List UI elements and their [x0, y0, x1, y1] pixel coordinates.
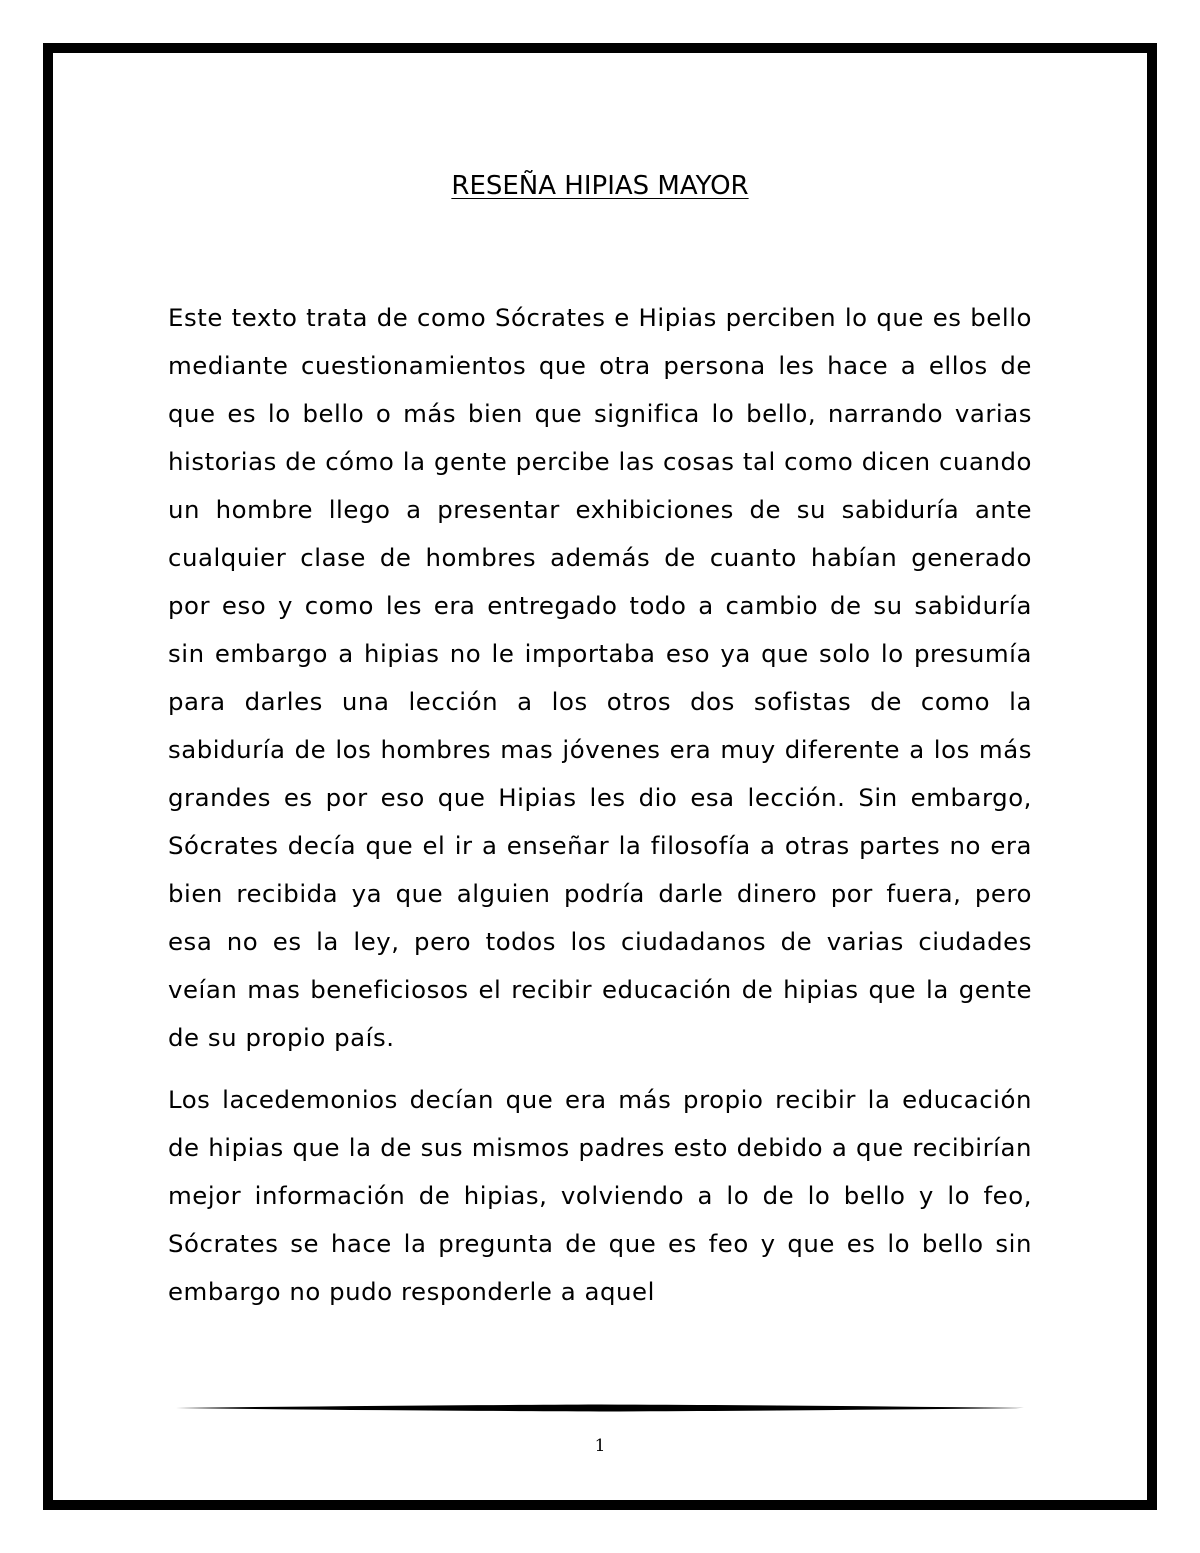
document-title: RESEÑA HIPIAS MAYOR [451, 171, 749, 201]
page-number: 1 [594, 1436, 606, 1456]
paragraph-1: Este texto trata de como Sócrates e Hipias perciben lo que es bello mediante cuestionamientos que otra persona les hace a ellos de que es lo bello o más bien que significa lo bello, narrando varias historias de cómo la gente percibe las cosas tal como dicen cuando un hombre llego a presentar exhibiciones de su sabiduría ante cualquier clase de hombres además de cuanto habían generado por eso y como les era entregado todo a cambio de su sabiduría sin embargo a hipias no le importaba eso ya que solo lo presumía para darles una lección a los otros dos sofistas de como la sabiduría de los hombres mas jóvenes era muy diferente a los más grandes es por eso que Hipias les dio esa lección. Sin embargo, Sócrates decía que el ir a enseñar la filosofía a otras partes no era bien recibida ya que alguien podría darle dinero por fuera, pero esa no es la ley, pero todos los ciudadanos de varias ciudades veían mas beneficiosos el recibir educación de hipias que la gente de su propio país. [168, 303, 1032, 1052]
paragraph-2: Los lacedemonios decían que era más propio recibir la educación de hipias que la de sus mismos padres esto debido a que recibirían mejor información de hipias, volviendo a lo de lo bello y lo feo, Sócrates se hace la pregunta de que es feo y que es lo bello sin embargo no pudo responderle a aquel [168, 1085, 1032, 1306]
footer-rule [176, 1402, 1024, 1414]
document-body [168, 294, 1032, 1316]
